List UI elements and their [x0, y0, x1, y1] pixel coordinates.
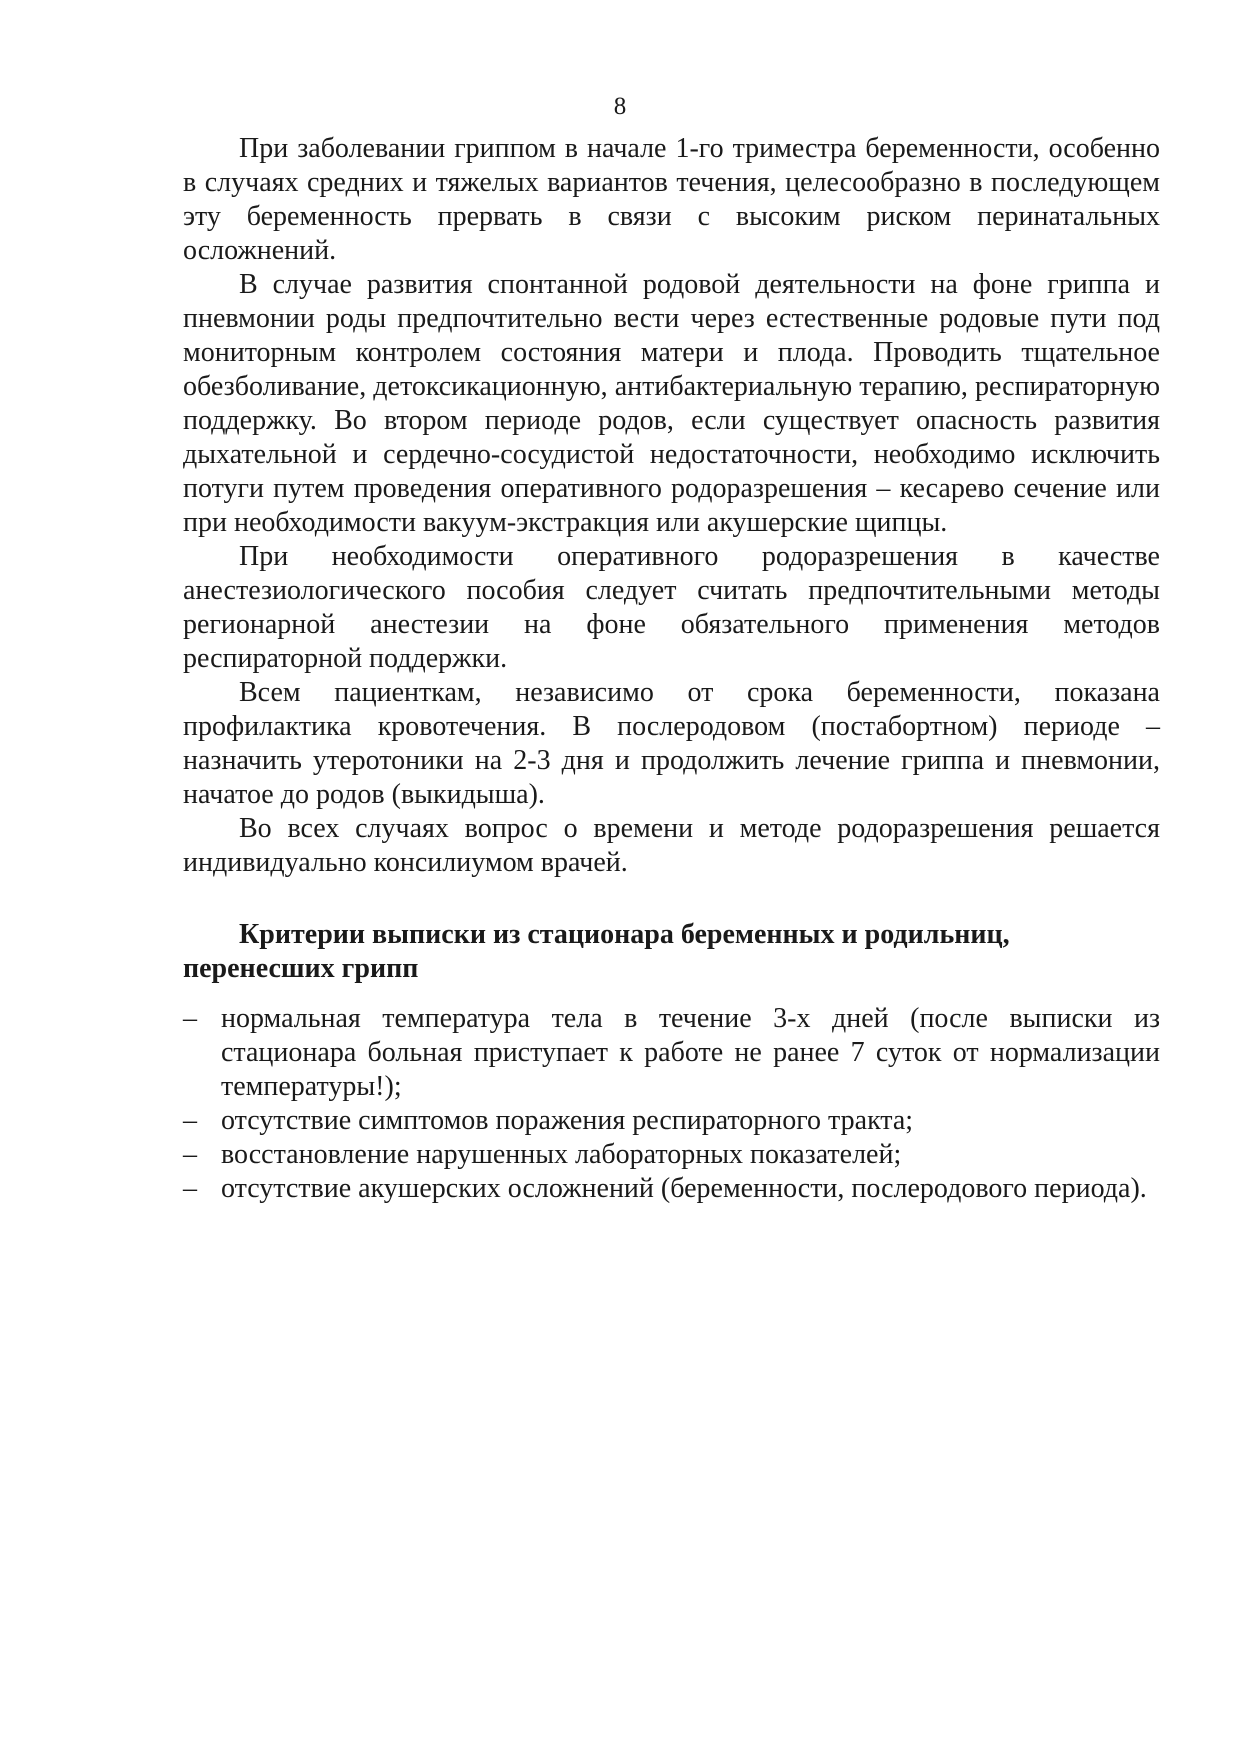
paragraph-anesthesia: При необходимости оперативного родоразрешения в качестве анестезиологического пособия следует считать предпочтительными методы регионарной анестезии на фоне обязательного применения методов респираторной поддержки.	[183, 541, 1160, 674]
dash-bullet: –	[183, 1173, 197, 1204]
section-heading-discharge-criteria	[183, 918, 1160, 986]
dash-bullet: –	[183, 1003, 197, 1034]
paragraph-abortion-first-trimester: При заболевании гриппом в начале 1-го триместра беременности, особенно в случаях средних и тяжелых вариантов течения, целесообразно в последующем эту беременность прервать в связи с высоким риском перинатальных осложнений.	[183, 133, 1160, 266]
paragraph-bleeding-prophylaxis: Всем пациенткам, независимо от срока беременности, показана профилактика кровотечения. В послеродовом (постабортном) периоде – назначить утеротоники на 2-3 дня и продолжить лечение гриппа и пневмонии, начатое до родов (выкидыша).	[183, 677, 1160, 810]
dash-bullet: –	[183, 1105, 197, 1136]
paragraph-spontaneous-labor: В случае развития спонтанной родовой деятельности на фоне гриппа и пневмонии роды предпочтительно вести через естественные родовые пути под мониторным контролем состояния матери и плода. Проводить тщательное обезболивание, детоксикационную, антибактериальную терапию, респираторную поддержку. Во втором периоде родов, если существует опасность развития дыхательной и сердечно-сосудистой недостаточности, необходимо исключить потуги путем проведения оперативного родоразрешения – кесарево сечение или при необходимости вакуум-экстракция или акушерские щипцы.	[183, 269, 1160, 538]
document-body	[183, 132, 1160, 1206]
list-item-text: восстановление нарушенных лабораторных показателей;	[221, 1139, 902, 1170]
list-item-text: отсутствие симптомов поражения респираторного тракта;	[221, 1105, 914, 1136]
list-item	[183, 1138, 1160, 1172]
page-number: 8	[613, 93, 627, 120]
heading-line-1: Критерии выписки из стационара беременных и родильниц,	[239, 919, 1010, 950]
list-item-text: отсутствие акушерских осложнений (беременности, послеродового периода).	[221, 1173, 1147, 1204]
list-item	[183, 1104, 1160, 1138]
discharge-criteria-list	[183, 1002, 1160, 1206]
list-item	[183, 1172, 1160, 1206]
list-item-text: нормальная температура тела в течение 3-х дней (после выписки из стационара больная приступает к работе не ранее 7 суток от нормализации температуры!);	[221, 1003, 1160, 1102]
paragraph-consilium: Во всех случаях вопрос о времени и методе родоразрешения решается индивидуально консилиумом врачей.	[183, 813, 1160, 878]
dash-bullet: –	[183, 1139, 197, 1170]
list-item	[183, 1002, 1160, 1104]
heading-line-2: перенесших грипп	[183, 953, 419, 984]
